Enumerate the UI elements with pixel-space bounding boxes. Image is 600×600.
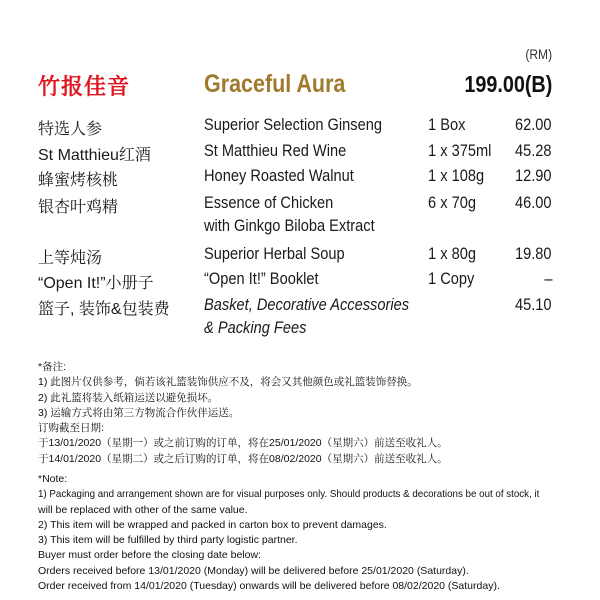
note-line: *Note: (38, 473, 68, 485)
item-name-cn: 蜂蜜烤核桃 (38, 172, 119, 189)
item-qty: 1 Copy (428, 269, 475, 288)
item-name-en-line2: with Ginkgo Biloba Extract (204, 216, 375, 235)
item-name-en: “Open It!” Booklet (204, 269, 319, 288)
item-name-cn: St Matthieu红酒 (38, 147, 151, 164)
note-line: *备注: (38, 361, 67, 373)
note-line: 1) 此图片仅供参考，倘若该礼篮装饰供应不及，将会又其他颜色或礼篮装饰替换。 (38, 376, 418, 389)
item-amount: 19.80 (515, 244, 552, 263)
item-name-cn: 上等炖汤 (38, 250, 103, 267)
note-line: Orders received before 13/01/2020 (Monday) will be delivered before 25/01/2020 (Saturday). (38, 564, 469, 577)
note-line: 于13/01/2020（星期一）或之前订购的订单，将在25/01/2020（星期六）前送至收礼人。 (38, 437, 448, 450)
item-amount: 45.10 (515, 295, 552, 314)
item-name-en: Honey Roasted Walnut (204, 166, 354, 185)
note-line: 3) This item will be fulfilled by third party logistic partner. (38, 534, 298, 547)
item-name-en-line2: & Packing Fees (204, 318, 307, 337)
note-line: Order received from 14/01/2020 (Tuesday) onwards will be delivered before 08/02/2020 (Saturday). (38, 580, 500, 593)
item-amount: 12.90 (515, 166, 552, 185)
price: 199.00(B) (464, 71, 552, 97)
item-amount: 45.28 (515, 141, 552, 160)
item-name-cn: 银杏叶鸡精 (38, 199, 119, 216)
currency-label: (RM) (525, 46, 552, 62)
item-name-en: St Matthieu Red Wine (204, 141, 347, 160)
item-name-cn: “Open It!”小册子 (38, 275, 154, 292)
item-qty: 1 x 375ml (428, 141, 492, 160)
note-line: 1) Packaging and arrangement shown are for visual purposes only. Should products & decorations be out of stock, it (38, 488, 540, 501)
title-english: Graceful Aura (204, 70, 346, 98)
title-chinese: 竹报佳音 (38, 74, 131, 99)
notes-english (38, 472, 598, 594)
note-line: 订购截至日期: (38, 422, 104, 435)
item-name-en: Superior Selection Ginseng (204, 115, 382, 134)
note-line: 于14/01/2020（星期二）或之后订购的订单，将在08/02/2020（星期六）前送至收礼人。 (38, 452, 448, 465)
note-line: 2) This item will be wrapped and packed in carton box to prevent damages. (38, 518, 387, 531)
item-qty: 6 x 70g (428, 193, 476, 212)
item-qty: 1 x 108g (428, 166, 485, 185)
item-qty: 1 x 80g (428, 244, 476, 263)
item-qty: 1 Box (428, 115, 466, 134)
item-amount: – (543, 269, 552, 288)
item-amount: 46.00 (515, 193, 552, 212)
item-name-en: Basket, Decorative Accessories (204, 295, 410, 314)
note-line: 3) 运输方式将由第三方物流合作伙伴运送。 (38, 406, 240, 419)
note-line: Buyer must order before the closing date below: (38, 549, 261, 562)
note-line: will be replaced with other of the same value. (38, 503, 248, 516)
item-name-cn: 篮子, 装饰&包装费 (38, 301, 170, 318)
item-name-cn: 特选人参 (38, 121, 103, 138)
notes-chinese (38, 360, 448, 467)
note-line: 2) 此礼篮将装入纸箱运送以避免损坏。 (38, 391, 219, 404)
item-name-en: Superior Herbal Soup (204, 244, 345, 263)
item-amount: 62.00 (515, 115, 552, 134)
item-name-en: Essence of Chicken (204, 193, 334, 212)
